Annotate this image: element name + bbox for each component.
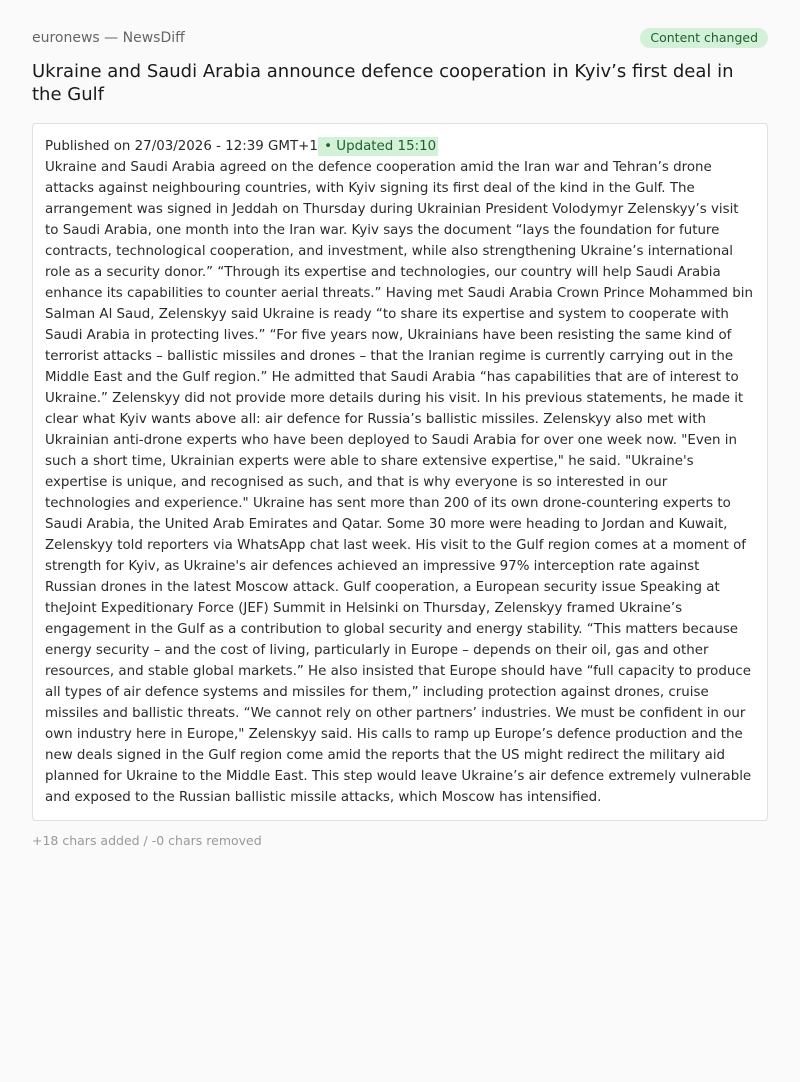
article-title: Ukraine and Saudi Arabia announce defence cooperation in Kyiv’s first deal in the Gulf [32, 61, 734, 105]
article-card [32, 123, 768, 821]
diff-stats: +18 chars added / -0 chars removed [32, 833, 262, 848]
published-date: Published on 27/03/2026 - 12:39 GMT+1 [45, 139, 318, 154]
header [32, 28, 768, 48]
article-body: Ukraine and Saudi Arabia agreed on the defence cooperation amid the Iran war and Tehran’s drone attacks against neighbouring countries, with Kyiv signing its first deal of the kind in the Gulf. The arrangement was signed in Jeddah on Thursday during Ukrainian President Volodymyr Zelenskyy’s visit to Saudi Arabia, one month into the Iran war. Kyiv says the document “lays the foundation for future contracts, technological cooperation, and investment, while also strengthening Ukraine’s international role as a security donor.” “Through its expertise and technologies, our country will help Saudi Arabia enhance its capabilities to counter aerial threats.” Having met Saudi Arabia Crown Prince Mohammed bin Salman Al Saud, Zelenskyy said Ukraine is ready “to share its expertise and system to cooperate with Saudi Arabia in protecting lives.” “For five years now, Ukrainians have been resisting the same kind of terrorist attacks – ballistic missiles and drones – that the Iranian regime is currently carrying out in the Middle East and the Gulf region.” He admitted that Saudi Arabia “has capabilities that are of interest to Ukraine.” Zelenskyy did not provide more details during his visit. In his previous statements, he made it clear what Kyiv wants above all: air defence for Russia’s ballistic missiles. Zelenskyy also met with Ukrainian anti-drone experts who have been deployed to Saudi Arabia for over one week now. "Even in such a short time, Ukrainian experts were able to share extensive expertise," he said. "Ukraine's expertise is unique, and recognised as such, and that is why everyone is so interested in our technologies and experience." Ukraine has sent more than 200 of its own drone-countering experts to Saudi Arabia, the United Arab Emirates and Qatar. Some 30 more were heading to Jordan and Kuwait, Zelenskyy told reporters via WhatsApp chat last week. His visit to the Gulf region comes at a moment of strength for Kyiv, as Ukraine's air defences achieved an impressive 97% interception rate against Russian drones in the latest Moscow attack. Gulf cooperation, a European security issue Speaking at theJoint Expeditionary Force (JEF) Summit in Helsinki on Thursday, Zelenskyy framed Ukraine’s engagement in the Gulf as a contribution to global security and energy stability. “This matters because energy security – and the cost of living, particularly in Europe – depends on their oil, gas and other resources, and stable global markets.” He also insisted that Europe should have “full capacity to produce all types of air defence systems and missiles for them,” including protection against drones, cruise missiles and ballistic threats. “We cannot rely on other partners’ industries. We must be confident in our own industry here in Europe," Zelenskyy said. His calls to ramp up Europe’s defence production and the new deals signed in the Gulf region come amid the reports that the US might redirect the military aid planned for Ukraine to the Middle East. This step would leave Ukraine’s air defence extremely vulnerable and exposed to the Russian ballistic missile attacks, which Moscow has intensified. [45, 160, 754, 805]
inserted-text-highlight: • Updated 15:10 [319, 139, 437, 154]
source-label: euronews — NewsDiff [32, 30, 185, 46]
article-body-paragraph [45, 136, 755, 808]
published-line [45, 137, 438, 156]
status-badge: Content changed [640, 28, 768, 48]
